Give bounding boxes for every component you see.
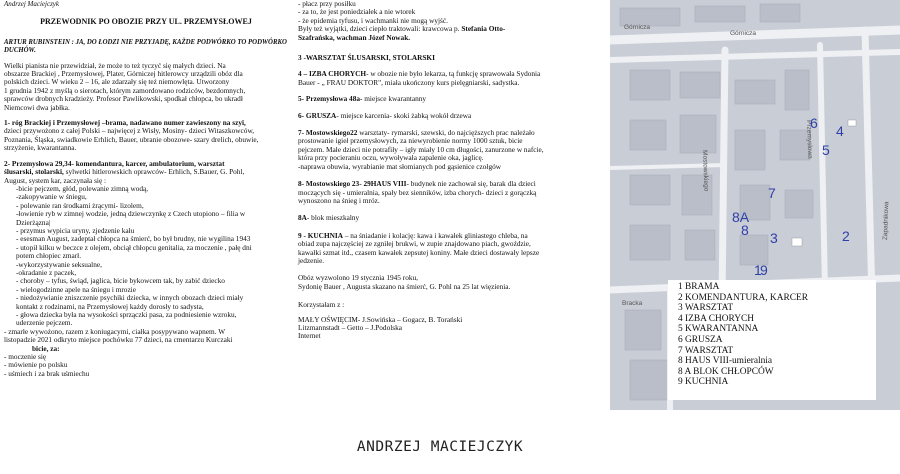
map-marker-7: 7 — [768, 185, 776, 201]
section-7-line: pejczem. Małe dzieci nie potrafiły – igły miały 10 cm długości, zanurzone w nafcie, — [298, 144, 544, 154]
rubinstein-quote: ARTUR RUBINSTEIN : JA, DO ŁODZI NIE PRZYJADĘ, KAŻDE PODWÓRKO TO PODWÓRKO DUCHÓW. — [4, 38, 287, 55]
section-3: 3 -WARSZTAT ŚLUSARSKI, STOLARSKI — [298, 53, 435, 63]
list-item: -łowienie ryb w zimnej wodzie, jedną dziewczynkę z Czech utopiono – filia w — [16, 209, 246, 219]
list-item: - choroby – tyfus, świąd, jaglica, bicie bykowcem tak, by zabić dziecko — [16, 276, 225, 286]
list-item: - polewanie ran środkami żrącymi- lizolem, — [16, 200, 144, 210]
author-footer: ANDRZEJ MACIEJCZYK — [356, 439, 524, 455]
list-item: - niedożywianie zniszczenie psychiki dziecka, w innych obozach dzieci miały — [16, 293, 244, 303]
list-item: Dzierżązna| — [16, 217, 51, 227]
source-item: Litzmannstadt – Getto – J.Podolska — [298, 322, 402, 332]
liberation-line: Obóz wyzwolono 19 stycznia 1945 roku, — [298, 273, 418, 283]
section-6 — [298, 112, 608, 120]
street-label: Górnicza — [624, 24, 651, 31]
section-8-line: wynoszono na śnieg i mróz. — [298, 195, 380, 205]
legend-item: 8 HAUS VIII-umieralnia — [678, 356, 773, 367]
section-1-line: strzyżenie, kwarantanna. — [4, 143, 77, 153]
section-8a — [298, 214, 608, 222]
list-item: - esesman August, zadeptał chłopca na śmierć, bo był brudny, nie wygilina 1943 — [16, 234, 251, 244]
intro-line: sprawców drobnych kradzieży. Profesor Pawlikowski, spodkał chłopca, bo ukradł — [4, 94, 243, 104]
section-7-line: która przy pocieraniu oczu, wywoływała zapalenie oka, jaglicę. — [298, 153, 484, 163]
list-item: -okradanie z paczek, — [16, 267, 77, 277]
section-2-line: August, system kar, zaczynała się : — [4, 175, 107, 185]
section-9-line: kawałki szmat itd., czasem kawałek zepsutej koniny. Małe dzieci dostawały lepsze — [298, 247, 540, 257]
intro-line: obszarze Brackiej , Przemysłowej, Plater, Górniczej hitlerowcy urządzili obóz dla — [4, 69, 243, 79]
section-8-line: moczących się - umieralnia, spały bez sienników, izba chorych- dzieci z gorączką — [298, 187, 537, 197]
sources-label: Korzystałam z : — [298, 300, 345, 310]
section-2-heading: 2- Przemysłowa 29,34- komendantura, karcer, ambulatorium, warsztat — [4, 158, 225, 168]
section-2 — [4, 160, 288, 379]
legend-item: 4 IZBA CHORYCH — [678, 313, 755, 324]
street-label: Przemysłowa — [805, 120, 814, 159]
section-8a-heading: 8A — [298, 213, 307, 223]
legend-item: 6 GRUSZA — [678, 334, 723, 345]
section-5-heading: 5- Przemysłowa 48a- — [298, 94, 363, 104]
map-marker-9: 9 — [760, 262, 768, 278]
legend-item: 7 WARSZTAT — [678, 345, 734, 356]
exceptions-names: Szafrańska, wachman Józef Nowak. — [298, 32, 411, 42]
exceptions-text: Były też wyjątki, dzieci ciepło traktowali: krawcowa p. — [298, 24, 462, 34]
street-label: Zapadnikowa — [882, 201, 891, 241]
author-header: Andrzej Maciejczyk — [4, 0, 60, 8]
list-item: - za to, że jest poniedziałek a nie wtorek — [298, 7, 416, 17]
section-8-text: - budynek nie zachował się, barak dla dzieci — [406, 179, 536, 189]
beating-item: - moczenie się — [4, 352, 47, 362]
guide-title: PRZEWODNIK PO OBOZIE PRZY UL. PRZEMYSŁOWEJ — [40, 17, 252, 27]
section-9-heading: 9 - KUCHNIA — [298, 230, 343, 240]
map-marker-5: 5 — [822, 142, 830, 158]
map-legend — [668, 280, 876, 400]
section-1 — [4, 119, 288, 153]
guide-column-right — [298, 0, 608, 341]
section-9-line: jedzenie. — [298, 255, 325, 265]
section-2-after: listopadzie 2021 odkryto miejsce pochówku 77 dzieci, na cmentarzu Kurczaki — [4, 335, 233, 345]
exceptions-name: Stefania Otto- — [461, 24, 506, 34]
intro-line: polskich dzieci. W wieku 2 – 16, ale zdarzały się też niemowlęta. Utworzony — [4, 77, 230, 87]
legend-item: 1 BRAMA — [678, 282, 720, 292]
street-label: Mostowskiego — [701, 150, 710, 192]
list-item: -bicie pejczem, głód, polewanie zimną wodą, — [16, 183, 149, 193]
legend-item: 2 KOMENDANTURA, KARCER — [678, 292, 808, 303]
beating-item: - uśmiech i za brak uśmiechu — [4, 368, 90, 378]
list-item: -wykorzystywanie seksualne, — [16, 259, 102, 269]
map-marker-4: 4 — [836, 123, 844, 139]
legend-item: 5 KWARANTANNA — [678, 324, 759, 335]
section-5 — [298, 95, 608, 103]
section-7-line: prostowanie igieł przemysłowych, za niewyrobienie normy 1000 sztuk, bicie — [298, 136, 523, 146]
map-marker-2: 2 — [842, 228, 850, 244]
intro-paragraph — [4, 62, 288, 112]
beating-label: bicie, za: — [32, 343, 60, 353]
section-1-line: Poznania, Śląska, swiadkowie Erhlich, Bauer, ubranie obozowe- szary drelich, obuwie, — [4, 134, 259, 144]
list-item: - utopił kilku w beczce z olejem, obciął chłopcu genitalia, za moczenie , pałę dni — [16, 242, 252, 252]
punishment-list — [4, 185, 288, 328]
liberation-line: Sydonię Bauer , Augusta skazano na śmierć, G. Pohl na 25 lat więzienia. — [298, 281, 511, 291]
intro-line: Wielki pianista nie przewidział, że może to też tyczyć się małych dzieci. Na — [4, 60, 226, 70]
section-7-line: -naprawa obuwia, wyrabianie mat słomianych pod gąsienice czołgów — [298, 161, 502, 171]
legend-item: 9 KUCHNIA — [678, 377, 729, 388]
list-item: - wielogodzinne apele na śniegu i mrozie — [16, 284, 136, 294]
source-item: MAŁY OŚWIĘCIM- J.Sowińska – Gogacz, B. Torański — [298, 314, 463, 324]
list-item: -zakopywanie w śniegu, — [16, 192, 87, 202]
intro-line: 1 grudnia 1942 z myślą o sierotach, którym zamordowano rodziców, bezdomnych, — [4, 85, 246, 95]
section-2-after: - zmarłe wywożono, razem z koniugacymi, ciałka posypywano wapnem. W — [4, 326, 226, 336]
section-8-heading: 8- Mostowskiego 23- 29HAUS VIII — [298, 179, 407, 189]
list-item: - płacz przy posiłku — [298, 0, 356, 8]
list-item: potem chłopiec zmarł. — [16, 251, 82, 261]
section-8a-text: - blok mieszkalny — [306, 213, 360, 223]
section-5-text: miejsce kwarantanny — [362, 94, 427, 104]
intro-line: Niemcowi dwa jabłka. — [4, 102, 70, 112]
list-item: uderzenie pejczem. — [16, 318, 73, 328]
map-marker-8: 8 — [741, 222, 749, 238]
section-4-text: - w obozie nie było lekarza, tą funkcję sprawowała Sydonia — [366, 69, 541, 79]
section-6-text: - miejsce karcenia- skoki żabką wokół drzewa — [336, 110, 472, 120]
map-marker-6: 6 — [810, 115, 818, 131]
list-item: - przymus wypicia uryny, zjedzenie kału — [16, 225, 135, 235]
map-marker-1: 1 — [754, 262, 762, 278]
source-item: Internet — [298, 331, 321, 341]
list-item: - że epidemia tyfusu, i wachmanki nie mogą wyjść. — [298, 15, 448, 25]
section-6-heading: 6- GRUSZA — [298, 110, 337, 120]
map-marker-8a: 8A — [732, 209, 750, 225]
street-label: Górnicza — [730, 30, 757, 37]
guide-column-left — [4, 0, 288, 378]
section-9-text: – na śniadanie i kolację: kawa i kawałek gliniastego chleba, na — [343, 230, 528, 240]
section-7-text: warsztaty- rymarski, szewski, do najcięższych prac należało — [357, 128, 535, 138]
section-4-line: Bauer - „ FRAU DOKTOR", miała ukończony kurs pielęgniarski, sadystka. — [298, 77, 520, 87]
map-marker-3: 3 — [770, 230, 778, 246]
list-item: - głowa dziecka była na wysokości sprzączki pasa, za podniesienie wzroku, — [16, 310, 237, 319]
section-2-heading-rest: sylwetki hitlerowskich oprawców- Erhlich, S.Bauer, G. Pohl, — [63, 167, 245, 177]
section-2-heading-bold: ślusarski, stolarski, — [4, 167, 64, 177]
section-1-line: 1- róg Brackiej i Przemysłowej –brama, nadawano numer zawieszony na szyi, — [4, 118, 246, 128]
legend-item: 3 WARSZTAT — [678, 303, 734, 314]
legend-item: 8 A BLOK CHŁOPCÓW — [678, 366, 774, 377]
beating-item: - mówienie po polsku — [4, 360, 68, 370]
street-label: Bracka — [622, 300, 643, 307]
list-item: kontakt z rodzinami, na Przemysłowej każdy dorosły to sadysta, — [16, 301, 204, 311]
section-9-line: obiad zupa najczęściej ze zgniłej brukwi, w zupie znajdowano piach, gwoździe, — [298, 239, 531, 249]
section-4-heading: 4 – IZBA CHORYCH — [298, 69, 367, 79]
section-1-line: dzieci przywożono z całej Polski – najwięcej z Wisły, Mosiny- dzieci Witaszkowców, — [4, 126, 255, 136]
section-7-heading: 7- Mostowskiego22 — [298, 128, 358, 138]
